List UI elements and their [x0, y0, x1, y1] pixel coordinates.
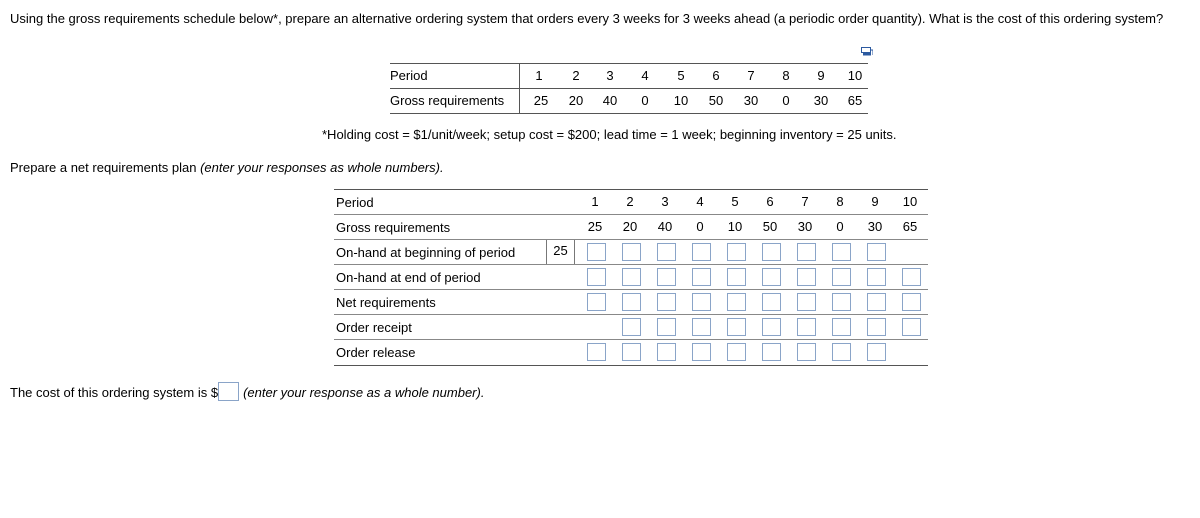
- question-text: Using the gross requirements schedule below*, prepare an alternative ordering system that orders every 3 weeks for 3 weeks ahead (a periodic order quantity). What is the cost of this ordering system?: [10, 11, 1164, 26]
- receipt-input-p3[interactable]: [657, 318, 676, 336]
- schedule-gross-cell: 25: [533, 93, 549, 108]
- onhand-end-input-p1[interactable]: [587, 268, 606, 286]
- schedule-period-cell: 8: [782, 68, 790, 83]
- plan-gross-cell: 0: [836, 219, 844, 234]
- schedule-period-cell: 6: [712, 68, 720, 83]
- plan-release-label: Order release: [336, 345, 416, 360]
- plan-receipt-label: Order receipt: [336, 320, 412, 335]
- plan-receipt-row: [334, 314, 928, 339]
- plan-gross-label: Gross requirements: [336, 220, 451, 235]
- copy-icon[interactable]: [861, 47, 873, 56]
- cost-text: The cost of this ordering system is $: [10, 385, 219, 400]
- onhand-end-input-p9[interactable]: [867, 268, 886, 286]
- release-input-p4[interactable]: [692, 343, 711, 361]
- net-input-p8[interactable]: [832, 293, 851, 311]
- plan-period-cell: 5: [731, 194, 739, 209]
- receipt-input-p6[interactable]: [762, 318, 781, 336]
- plan-gross-cell: 0: [696, 219, 704, 234]
- cost-hint: (enter your response as a whole number).: [243, 385, 485, 400]
- plan-gross-cell: 40: [657, 219, 673, 234]
- cost-input[interactable]: [218, 382, 239, 401]
- onhand-begin-input-p2[interactable]: [587, 243, 606, 261]
- onhand-begin-input-p8[interactable]: [797, 243, 816, 261]
- plan-period-row: [334, 189, 928, 214]
- plan-period-cell: 3: [661, 194, 669, 209]
- net-input-p3[interactable]: [657, 293, 676, 311]
- plan-onhand-end-row: [334, 264, 928, 289]
- net-input-p1[interactable]: [587, 293, 606, 311]
- net-requirements-plan: [334, 189, 928, 366]
- plan-period-cell: 10: [902, 194, 918, 209]
- schedule-gross-cell: 10: [673, 93, 689, 108]
- onhand-end-input-p6[interactable]: [762, 268, 781, 286]
- schedule-gross-cell: 0: [782, 93, 790, 108]
- onhand-end-input-p10[interactable]: [902, 268, 921, 286]
- schedule-period-cell: 7: [747, 68, 755, 83]
- schedule-period-cell: 5: [677, 68, 685, 83]
- plan-net-row: [334, 289, 928, 314]
- plan-gross-cell: 30: [797, 219, 813, 234]
- onhand-begin-input-p10[interactable]: [867, 243, 886, 261]
- schedule-gross-cell: 65: [847, 93, 863, 108]
- plan-gross-row: [334, 214, 928, 239]
- plan-period-cell: 7: [801, 194, 809, 209]
- schedule-period-cell: 10: [847, 68, 863, 83]
- release-input-p5[interactable]: [727, 343, 746, 361]
- onhand-begin-input-p5[interactable]: [692, 243, 711, 261]
- receipt-input-p10[interactable]: [902, 318, 921, 336]
- plan-gross-cell: 10: [727, 219, 743, 234]
- schedule-gross-cell: 50: [708, 93, 724, 108]
- schedule-gross-row: [390, 89, 868, 114]
- onhand-begin-input-p4[interactable]: [657, 243, 676, 261]
- receipt-input-p5[interactable]: [727, 318, 746, 336]
- net-input-p5[interactable]: [727, 293, 746, 311]
- plan-period-cell: 2: [626, 194, 634, 209]
- release-input-p3[interactable]: [657, 343, 676, 361]
- plan-period-label: Period: [336, 195, 374, 210]
- plan-onhand-begin-row: [334, 239, 928, 264]
- beginning-inventory-value: 25: [546, 240, 575, 264]
- onhand-begin-input-p7[interactable]: [762, 243, 781, 261]
- receipt-input-p9[interactable]: [867, 318, 886, 336]
- receipt-input-p7[interactable]: [797, 318, 816, 336]
- schedule-gross-cell: 30: [813, 93, 829, 108]
- gross-requirements-schedule: [390, 63, 868, 114]
- receipt-input-p8[interactable]: [832, 318, 851, 336]
- onhand-begin-input-p3[interactable]: [622, 243, 641, 261]
- release-input-p8[interactable]: [832, 343, 851, 361]
- schedule-gross-label: Gross requirements: [390, 93, 505, 108]
- plan-gross-cell: 50: [762, 219, 778, 234]
- onhand-end-input-p5[interactable]: [727, 268, 746, 286]
- onhand-end-input-p3[interactable]: [657, 268, 676, 286]
- plan-gross-cell: 20: [622, 219, 638, 234]
- schedule-period-cell: 2: [572, 68, 580, 83]
- receipt-input-p2[interactable]: [622, 318, 641, 336]
- schedule-gross-cell: 40: [602, 93, 618, 108]
- net-input-p9[interactable]: [867, 293, 886, 311]
- net-input-p7[interactable]: [797, 293, 816, 311]
- plan-period-cell: 8: [836, 194, 844, 209]
- net-input-p6[interactable]: [762, 293, 781, 311]
- plan-period-cell: 1: [591, 194, 599, 209]
- onhand-begin-input-p9[interactable]: [832, 243, 851, 261]
- release-input-p9[interactable]: [867, 343, 886, 361]
- onhand-end-input-p4[interactable]: [692, 268, 711, 286]
- plan-release-row: [334, 339, 928, 366]
- plan-onhand-begin-label: On-hand at beginning of period: [336, 245, 516, 260]
- plan-onhand-end-label: On-hand at end of period: [336, 270, 481, 285]
- schedule-period-cell: 9: [817, 68, 825, 83]
- plan-net-label: Net requirements: [336, 295, 436, 310]
- schedule-period-cell: 4: [641, 68, 649, 83]
- cost-parameters-note: *Holding cost = $1/unit/week; setup cost = $200; lead time = 1 week; beginning inventory = 25 units.: [322, 127, 897, 142]
- plan-gross-cell: 25: [587, 219, 603, 234]
- schedule-period-label: Period: [390, 68, 428, 83]
- onhand-end-input-p8[interactable]: [832, 268, 851, 286]
- prepare-hint: (enter your responses as whole numbers).: [200, 160, 444, 175]
- net-input-p2[interactable]: [622, 293, 641, 311]
- prepare-text: Prepare a net requirements plan: [10, 160, 197, 175]
- plan-gross-cell: 65: [902, 219, 918, 234]
- release-input-p2[interactable]: [622, 343, 641, 361]
- net-input-p10[interactable]: [902, 293, 921, 311]
- plan-period-cell: 4: [696, 194, 704, 209]
- onhand-end-input-p7[interactable]: [797, 268, 816, 286]
- schedule-gross-cell: 0: [641, 93, 649, 108]
- prepare-instruction: [10, 160, 444, 175]
- plan-period-cell: 6: [766, 194, 774, 209]
- release-input-p7[interactable]: [797, 343, 816, 361]
- onhand-begin-input-p6[interactable]: [727, 243, 746, 261]
- schedule-period-cell: 1: [535, 68, 543, 83]
- schedule-period-row: [390, 63, 868, 89]
- schedule-gross-cell: 30: [743, 93, 759, 108]
- onhand-end-input-p2[interactable]: [622, 268, 641, 286]
- schedule-gross-cell: 20: [568, 93, 584, 108]
- schedule-period-cell: 3: [606, 68, 614, 83]
- cost-prompt: [10, 382, 484, 401]
- release-input-p6[interactable]: [762, 343, 781, 361]
- plan-period-cell: 9: [871, 194, 879, 209]
- receipt-input-p4[interactable]: [692, 318, 711, 336]
- plan-gross-cell: 30: [867, 219, 883, 234]
- release-input-p1[interactable]: [587, 343, 606, 361]
- net-input-p4[interactable]: [692, 293, 711, 311]
